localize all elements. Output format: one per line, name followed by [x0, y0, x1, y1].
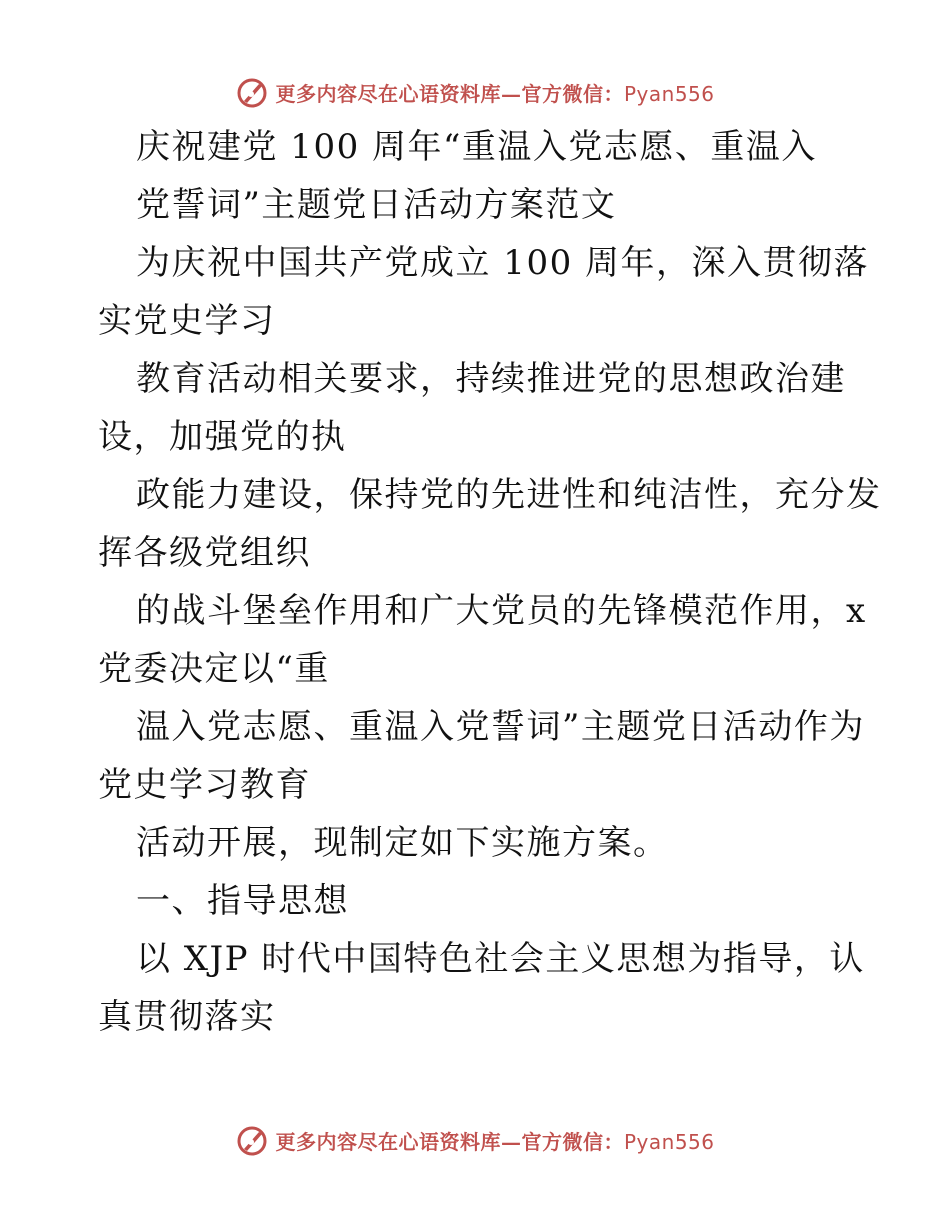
title-line-1: 庆祝建党 100 周年“重温入党志愿、重温入: [136, 127, 817, 167]
paragraph-line: 政能力建设，保持党的先进性和纯洁性，充分发: [136, 475, 882, 515]
paragraph-line: 真贯彻落实: [98, 997, 276, 1037]
footer-banner-text: 更多内容尽在心语资料库—官方微信：Pyan556: [275, 1129, 715, 1154]
quill-seal-icon: [235, 75, 269, 109]
section-heading: 一、指导思想: [136, 881, 349, 921]
footer-banner: [0, 1120, 950, 1160]
paragraph-line: 设，加强党的执: [98, 417, 347, 457]
header-banner-text: 更多内容尽在心语资料库—官方微信：Pyan556: [275, 81, 715, 106]
header-banner: [0, 72, 950, 112]
paragraph-line: 的战斗堡垒作用和广大党员的先锋模范作用，x: [136, 591, 867, 631]
paragraph-line: 实党史学习: [98, 301, 276, 341]
paragraph-line: 温入党志愿、重温入党誓词”主题党日活动作为: [136, 707, 865, 747]
paragraph-line: 挥各级党组织: [98, 533, 311, 573]
document-body: [98, 118, 882, 1046]
paragraph-line: 为庆祝中国共产党成立 100 周年，深入贯彻落: [136, 243, 870, 283]
paragraph-line: 以 XJP 时代中国特色社会主义思想为指导，认: [136, 939, 865, 979]
quill-seal-icon: [235, 1123, 269, 1157]
paragraph-line: 活动开展，现制定如下实施方案。: [136, 823, 669, 863]
paragraph-line: 党委决定以“重: [98, 649, 330, 689]
paragraph-line: 教育活动相关要求，持续推进党的思想政治建: [136, 359, 846, 399]
title-line-2: 党誓词”主题党日活动方案范文: [136, 185, 617, 225]
paragraph-line: 党史学习教育: [98, 765, 311, 805]
